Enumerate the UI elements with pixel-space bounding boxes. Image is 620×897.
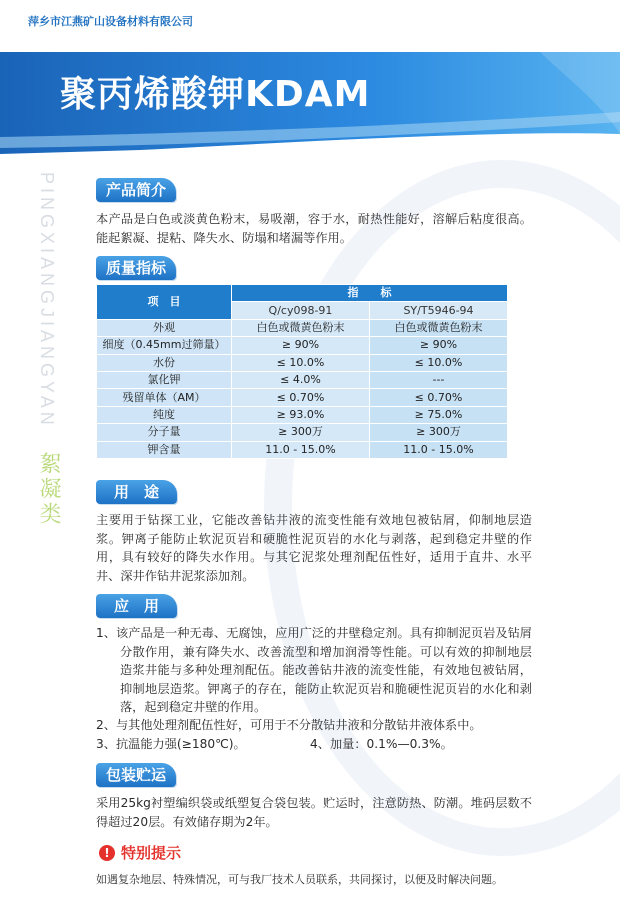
application-item-3: 3、抗温能力强(≥180℃)。 (96, 737, 246, 751)
table-cell-value: ≤ 0.70% (370, 389, 508, 406)
table-cell-value: 白色或微黄色粉末 (232, 319, 370, 336)
warning-icon: ! (99, 845, 115, 861)
table-row (97, 441, 508, 458)
table-cell-value: 白色或微黄色粉末 (370, 319, 508, 336)
vertical-category-text: 絮凝类 (36, 452, 61, 527)
table-cell-item: 外观 (97, 319, 232, 336)
table-cell-item: 分子量 (97, 424, 232, 441)
application-item-4: 4、加量：0.1%—0.3%。 (310, 737, 453, 751)
table-cell-item: 纯度 (97, 406, 232, 423)
table-row (97, 406, 508, 423)
table-row (97, 389, 508, 406)
table-header-std1: Q/cy098-91 (232, 302, 370, 319)
table-cell-value: ≥ 93.0% (232, 406, 370, 423)
table-cell-value: ≥ 300万 (232, 424, 370, 441)
application-item-1: 1、该产品是一种无毒、无腐蚀，应用广泛的井壁稳定剂。具有抑制泥页岩及钻屑分散作用，兼有降失水、改善流型和增加润滑等性能。可以有效的抑制地层造浆井能与多种处理剂配伍。能改善钻井液的流变性能，有效地包被钻屑，抑制地层造浆。钾离子的存在，能防止软泥页岩和脆硬性泥页岩的水化和剥落，起到稳定井壁的作用。 (96, 626, 532, 715)
table-row (97, 337, 508, 354)
table-cell-value: 11.0 - 15.0% (232, 441, 370, 458)
table-cell-value: 11.0 - 15.0% (370, 441, 508, 458)
table-cell-item: 氯化钾 (97, 371, 232, 388)
table-cell-value: ≤ 10.0% (370, 354, 508, 371)
table-header-std2: SY/T5946-94 (370, 302, 508, 319)
quality-spec-table (96, 284, 508, 459)
table-row (97, 319, 508, 336)
intro-text: 本产品是白色或淡黄色粉末，易吸潮，容于水，耐热性能好，溶解后粘度很高。能起絮凝、提粘、降失水、防塌和堵漏等作用。 (96, 212, 532, 245)
table-cell-value: ≥ 90% (370, 337, 508, 354)
table-row (97, 354, 508, 371)
company-name: 萍乡市江燕矿山设备材料有限公司 (28, 15, 193, 28)
table-header-item: 项 目 (97, 285, 232, 320)
table-cell-value: ≤ 10.0% (232, 354, 370, 371)
table-cell-item: 钾含量 (97, 441, 232, 458)
table-row (97, 371, 508, 388)
table-cell-value: ≤ 4.0% (232, 371, 370, 388)
page-title: 聚丙烯酸钾KDAM (60, 74, 371, 115)
table-cell-value: ≥ 300万 (370, 424, 508, 441)
section-heading-usage: 用 途 (96, 480, 177, 504)
table-cell-value: ≥ 75.0% (370, 406, 508, 423)
packaging-text: 采用25kg衬塑编织袋或纸塑复合袋包装。贮运时，注意防热、防潮。堆码层数不得超过20层。有效储存期为2年。 (96, 796, 532, 829)
notice-text: 如遇复杂地层、特殊情况，可与我厂技术人员联系，共同探讨，以便及时解决问题。 (96, 873, 503, 886)
table-cell-item: 水份 (97, 354, 232, 371)
application-item-2: 2、与其他处理剂配伍性好，可用于不分散钻井液和分散钻井液体系中。 (96, 718, 482, 732)
section-heading-application: 应 用 (96, 594, 177, 618)
usage-text: 主要用于钻探工业，它能改善钻井液的流变性能有效地包被钻屑，仰制地层造浆。钾离子能防止软泥页岩和硬脆性泥页岩的水化与剥落，起到稳定井壁的作用，具有较好的降失水作用。与其它泥浆处理剂配伍性好，适用于直井、水平井、深井作钻井泥浆添加剂。 (96, 513, 532, 583)
table-cell-item: 残留单体（AM） (97, 389, 232, 406)
section-heading-packaging: 包装贮运 (96, 763, 176, 787)
table-cell-value: --- (370, 371, 508, 388)
table-cell-item: 细度（0.45mm过筛量） (97, 337, 232, 354)
section-heading-intro: 产品简介 (96, 178, 176, 202)
table-cell-value: ≤ 0.70% (232, 389, 370, 406)
table-row (97, 424, 508, 441)
notice-title: 特别提示 (121, 844, 182, 862)
section-heading-quality: 质量指标 (96, 256, 176, 280)
table-cell-value: ≥ 90% (232, 337, 370, 354)
table-header-index: 指 标 (232, 285, 508, 302)
vertical-watermark-text: PINGXIANGJIANGYAN (37, 172, 57, 429)
